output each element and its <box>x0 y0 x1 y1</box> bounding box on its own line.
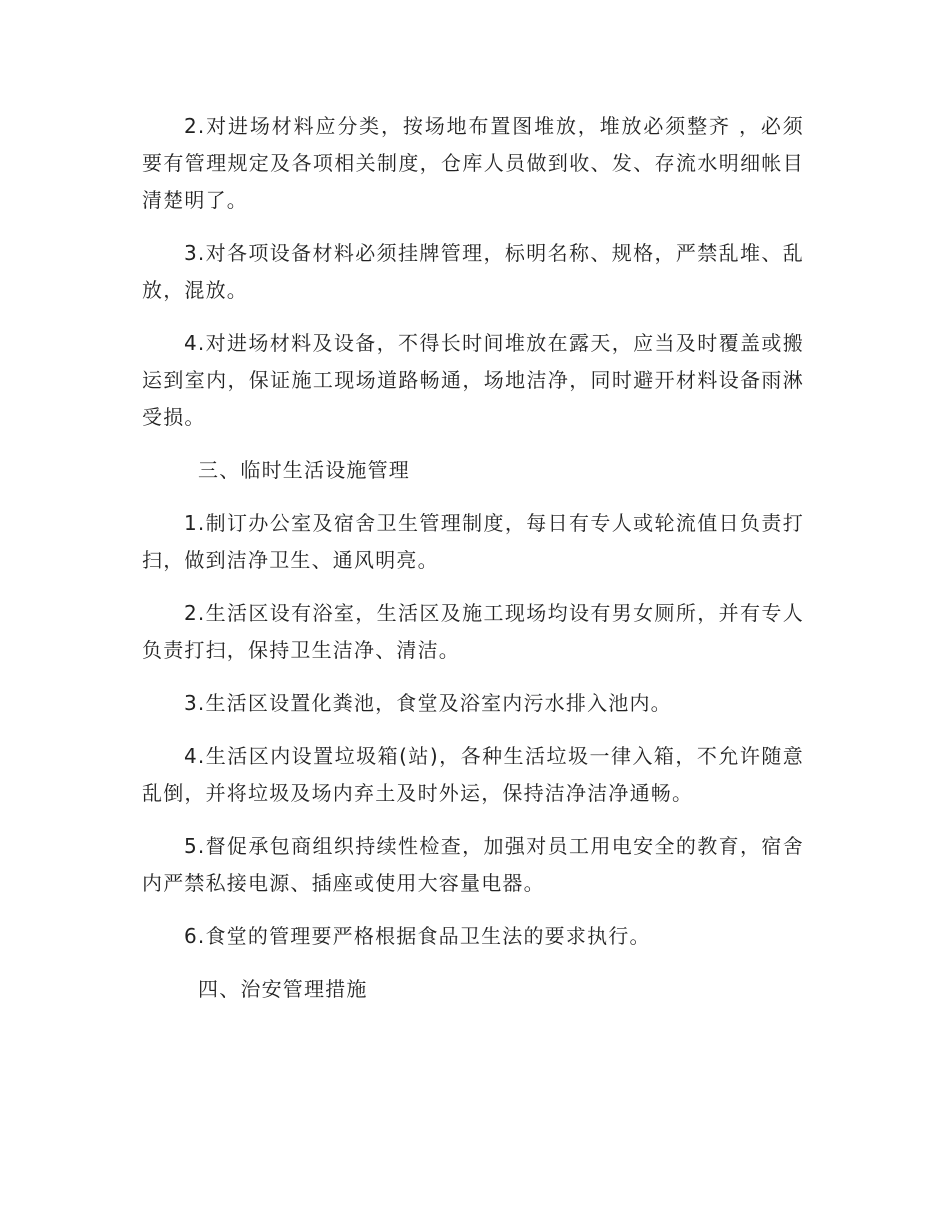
paragraph-material-classification: 2.对进场材料应分类，按场地布置图堆放，堆放必须整齐 ，必须要有管理规定及各项相关制度，仓库人员做到收、发、存流水明细帐目清楚明了。 <box>142 114 804 212</box>
section-heading-security-measures: 四、治安管理措施 <box>198 977 368 1001</box>
list-item: 2.生活区设有浴室，生活区及施工现场均设有男女厕所，并有专人负责打扫，保持卫生洁净、清洁。 <box>142 601 804 662</box>
list-item: 5.督促承包商组织持续性检查，加强对员工用电安全的教育，宿舍内严禁私接电源、插座或使用大容量电器。 <box>142 834 804 895</box>
paragraph-equipment-labeling: 3.对各项设备材料必须挂牌管理，标明名称、规格，严禁乱堆、乱放，混放。 <box>142 241 804 302</box>
list-item: 3.生活区设置化粪池，食堂及浴室内污水排入池内。 <box>184 691 672 715</box>
section-heading-temporary-facilities: 三、临时生活设施管理 <box>198 458 410 482</box>
list-item: 1.制订办公室及宿舍卫生管理制度，每日有专人或轮流值日负责打扫，做到洁净卫生、通风明亮。 <box>142 511 804 572</box>
paragraph-material-storage: 4.对进场材料及设备，不得长时间堆放在露天，应当及时覆盖或搬运到室内，保证施工现场道路畅通，场地洁净，同时避开材料设备雨淋受损。 <box>142 331 804 429</box>
list-item: 6.食堂的管理要严格根据食品卫生法的要求执行。 <box>184 924 651 948</box>
document-body <box>142 108 804 1024</box>
list-item: 4.生活区内设置垃圾箱(站)，各种生活垃圾一律入箱，不允许随意乱倒，并将垃圾及场内弃土及时外运，保持洁净洁净通畅。 <box>142 744 804 805</box>
